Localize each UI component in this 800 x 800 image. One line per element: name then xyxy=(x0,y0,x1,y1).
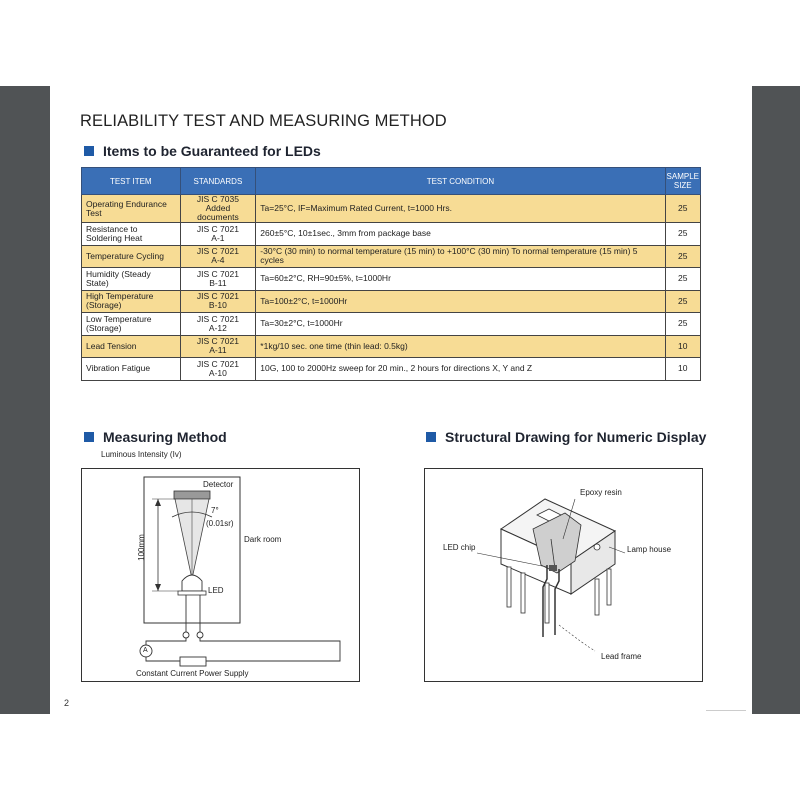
angle-label: 7° xyxy=(211,506,219,515)
cell-standard xyxy=(180,358,256,381)
standard-code: JIS C 7021 xyxy=(196,336,239,347)
lead-frame-leader-line xyxy=(559,625,595,651)
measuring-diagram-svg xyxy=(82,469,359,681)
section-title-measuring xyxy=(84,429,227,445)
cell-standard xyxy=(180,195,256,223)
standard-ref: A-4 xyxy=(211,255,225,266)
standard-code: JIS C 7021 xyxy=(196,358,239,369)
cell-condition: -30°C (30 min) to normal temperature (15 min) to +100°C (30 min) To normal temperature (15 min) 5 cycles xyxy=(256,245,665,268)
cell-standard xyxy=(180,313,256,336)
cell-sample-size: 25 xyxy=(665,223,700,246)
standard-code: JIS C 7021 xyxy=(196,223,239,234)
led-chip-label: LED chip xyxy=(443,543,476,552)
table-row xyxy=(82,358,701,381)
cell-standard xyxy=(180,223,256,246)
header-test-condition: TEST CONDITION xyxy=(256,168,665,195)
cell-test-item: High Temperature (Storage) xyxy=(82,290,181,313)
cell-test-item: Operating Endurance Test xyxy=(82,195,181,223)
cell-test-item: Humidity (Steady State) xyxy=(82,268,181,291)
cell-test-item: Temperature Cycling xyxy=(82,245,181,268)
table-row xyxy=(82,245,701,268)
detector-label: Detector xyxy=(203,480,234,489)
cell-condition: Ta=60±2°C, RH=90±5%, t=1000Hr xyxy=(256,268,665,291)
bullet-square-icon xyxy=(84,432,94,442)
cell-condition: 260±5°C, 10±1sec., 3mm from package base xyxy=(256,223,665,246)
page-heading: RELIABILITY TEST AND MEASURING METHOD xyxy=(80,112,447,130)
pin xyxy=(507,567,511,607)
cell-standard xyxy=(180,268,256,291)
cell-standard xyxy=(180,335,256,358)
marker-dot xyxy=(594,544,600,550)
cell-sample-size: 25 xyxy=(665,245,700,268)
solid-angle-label: (0.01sr) xyxy=(206,519,234,528)
cell-standard xyxy=(180,245,256,268)
structural-diagram-svg xyxy=(425,469,702,681)
standard-code: JIS C 7021 xyxy=(196,313,239,324)
standard-ref: Added documents xyxy=(197,203,239,222)
cell-sample-size: 25 xyxy=(665,290,700,313)
power-supply-label: Constant Current Power Supply xyxy=(136,669,249,678)
table-row xyxy=(82,268,701,291)
circuit-wire-right xyxy=(200,638,340,661)
structural-diagram xyxy=(424,468,703,682)
cell-test-item: Resistance to Soldering Heat xyxy=(82,223,181,246)
pin xyxy=(595,579,599,615)
header-sample-size xyxy=(665,168,700,195)
power-supply-icon xyxy=(180,657,206,666)
led-chip-icon xyxy=(549,565,557,571)
standard-code: JIS C 7021 xyxy=(196,268,239,279)
table-header-row xyxy=(82,168,701,195)
bullet-square-icon xyxy=(84,146,94,156)
section-title-measuring-text: Measuring Method xyxy=(103,429,227,445)
cell-test-item: Lead Tension xyxy=(82,335,181,358)
header-sample: SAMPLE xyxy=(666,172,699,181)
cell-condition: *1kg/10 sec. one time (thin lead: 0.5kg) xyxy=(256,335,665,358)
ammeter-label: A xyxy=(143,647,148,654)
footer-line xyxy=(706,710,746,711)
section-title-leds xyxy=(84,143,321,159)
pin xyxy=(521,573,525,613)
cell-condition: 10G, 100 to 2000Hz sweep for 20 min., 2 hours for directions X, Y and Z xyxy=(256,358,665,381)
pin xyxy=(545,583,549,623)
standard-ref: A-10 xyxy=(208,367,227,378)
page-number: 2 xyxy=(64,698,70,708)
cell-sample-size: 10 xyxy=(665,335,700,358)
standard-ref: B-11 xyxy=(209,277,227,288)
right-margin-bar xyxy=(752,86,800,714)
cell-test-item: Low Temperature (Storage) xyxy=(82,313,181,336)
section-title-structural xyxy=(426,429,706,445)
measuring-diagram xyxy=(81,468,360,682)
cell-sample-size: 25 xyxy=(665,195,700,223)
table-row xyxy=(82,195,701,223)
epoxy-resin-label: Epoxy resin xyxy=(580,488,622,497)
led-label: LED xyxy=(208,586,224,595)
reliability-table xyxy=(81,167,701,381)
cell-condition: Ta=30±2°C, t=1000Hr xyxy=(256,313,665,336)
standard-code: JIS C 7035 xyxy=(196,194,239,204)
standard-ref: A-1 xyxy=(211,232,225,243)
cell-condition: Ta=25°C, IF=Maximum Rated Current, t=1000 Hrs. xyxy=(256,195,665,223)
lamp-house-label: Lamp house xyxy=(627,545,672,554)
arrow-down-icon xyxy=(155,584,161,591)
bullet-square-icon xyxy=(426,432,436,442)
standard-ref: A-12 xyxy=(208,322,227,333)
led-base xyxy=(178,591,206,595)
header-test-item: TEST ITEM xyxy=(82,168,181,195)
measuring-subtitle: Luminous Intensity (Iv) xyxy=(101,450,182,459)
pin xyxy=(607,569,611,605)
table-row xyxy=(82,290,701,313)
cell-condition: Ta=100±2°C, t=1000Hr xyxy=(256,290,665,313)
table-row xyxy=(82,313,701,336)
section-title-leds-text: Items to be Guaranteed for LEDs xyxy=(103,143,321,159)
header-standards: STANDARDS xyxy=(180,168,256,195)
cell-standard xyxy=(180,290,256,313)
standard-code: JIS C 7021 xyxy=(196,291,239,302)
dark-room-label: Dark room xyxy=(244,535,282,544)
header-size: SIZE xyxy=(673,181,692,190)
cell-sample-size: 25 xyxy=(665,268,700,291)
table-row xyxy=(82,223,701,246)
left-margin-bar xyxy=(0,86,50,714)
standard-code: JIS C 7021 xyxy=(196,246,239,257)
led-icon xyxy=(182,575,202,591)
detector-icon xyxy=(174,491,210,499)
terminal-left xyxy=(183,632,189,638)
table-row xyxy=(82,335,701,358)
standard-ref: A-11 xyxy=(209,345,227,356)
cell-sample-size: 25 xyxy=(665,313,700,336)
distance-label: 100mm xyxy=(136,534,146,561)
standard-ref: B-10 xyxy=(208,300,227,311)
section-title-structural-text: Structural Drawing for Numeric Display xyxy=(445,429,707,445)
cell-sample-size: 10 xyxy=(665,358,700,381)
cell-test-item: Vibration Fatigue xyxy=(82,358,181,381)
lead-frame-label: Lead frame xyxy=(601,652,642,661)
arrow-up-icon xyxy=(155,499,161,506)
terminal-right xyxy=(197,632,203,638)
